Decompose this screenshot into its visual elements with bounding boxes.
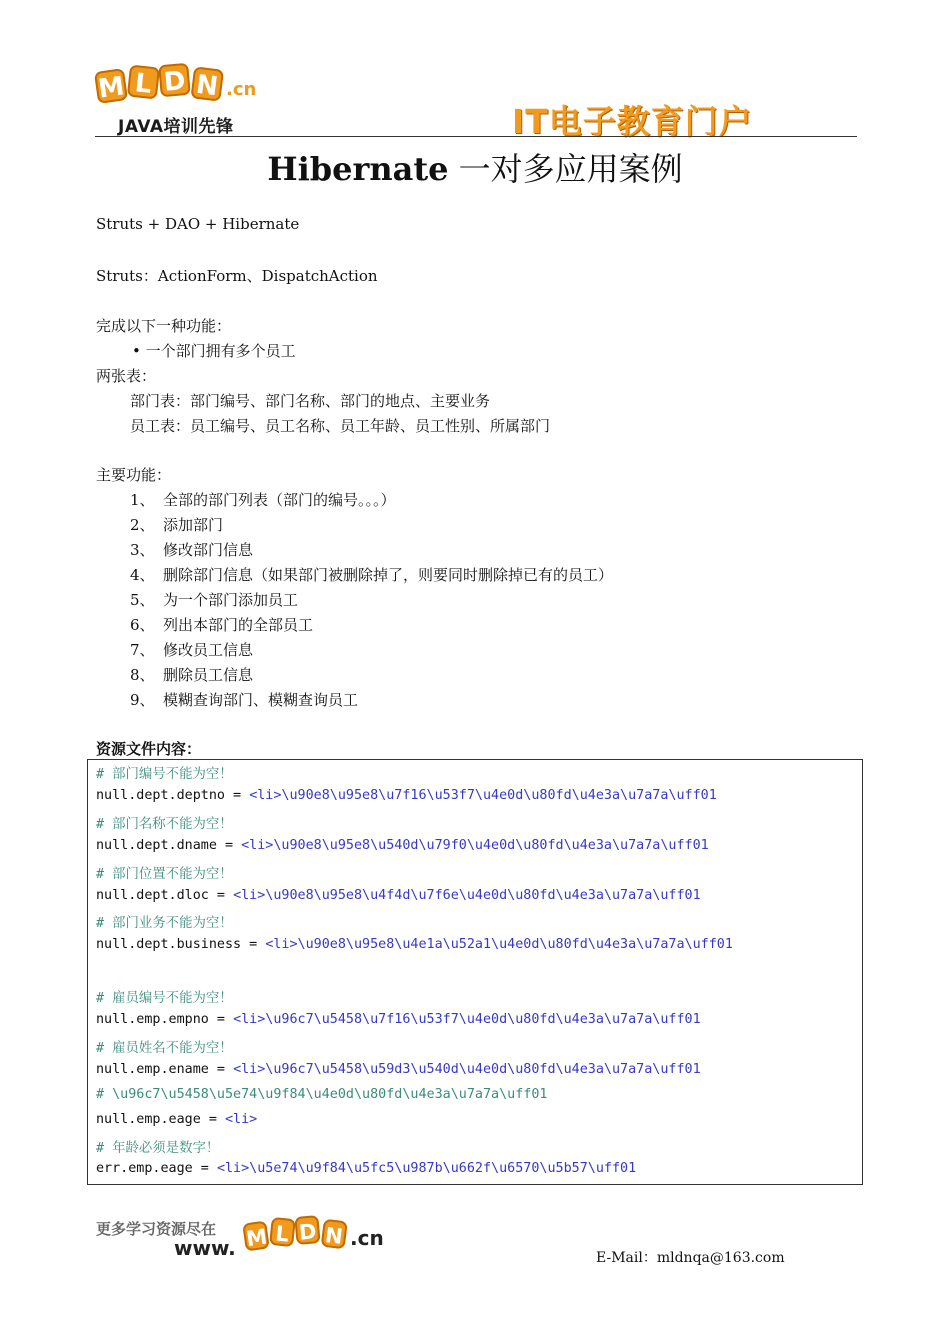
function-item	[130, 614, 313, 635]
code-comment: # 部门位置不能为空！	[96, 866, 233, 882]
property-value: <li>\u96c7\u5458\u7f16\u53f7\u4e0d\u80fd\u4e3a\u7a7a\uff01	[233, 1012, 701, 1027]
code-property	[96, 1161, 636, 1176]
property-key: null.dept.dname =	[96, 837, 242, 853]
property-value: <li>\u90e8\u95e8\u4f4d\u7f6e\u4e0d\u80fd\u4e3a\u7a7a\uff01	[233, 887, 701, 903]
resource-code-box	[87, 759, 863, 1185]
property-key: null.dept.business =	[96, 937, 266, 953]
property-key: err.emp.eage =	[96, 1161, 217, 1177]
title-english: Hibernate	[267, 150, 449, 188]
property-key: null.emp.eage =	[96, 1111, 225, 1127]
footer-logo-letter: N	[321, 1219, 348, 1250]
dept-table-line: 部门表：部门编号、部门名称、部门的地点、主要业务	[130, 392, 491, 410]
stack-line: Struts + DAO + Hibernate	[96, 215, 300, 233]
struts-line: Struts：ActionForm、DispatchAction	[96, 267, 378, 285]
logo-letter: D	[158, 63, 191, 97]
function-text: 修改部门信息	[163, 541, 254, 559]
function-item	[130, 539, 253, 560]
function-text: 模糊查询部门、模糊查询员工	[163, 691, 359, 709]
logo-letter: L	[127, 65, 160, 100]
code-property	[96, 1012, 701, 1027]
function-text: 全部的部门列表（部门的编号。。。）	[163, 491, 396, 509]
tables-heading: 两张表：	[96, 367, 157, 385]
goal-line: 完成以下一种功能：	[96, 317, 232, 335]
function-text: 删除部门信息（如果部门被删除掉了，则要同时删除掉已有的员工）	[163, 566, 614, 584]
code-comment: # 部门名称不能为空！	[96, 816, 233, 832]
it-portal-logo: IT电子教育门户	[512, 102, 753, 141]
function-number: 3、	[130, 541, 155, 559]
property-key: null.emp.empno =	[96, 1012, 234, 1027]
footer-logo-letter: L	[269, 1217, 296, 1247]
mldn-logo	[96, 66, 271, 140]
function-text: 列出本部门的全部员工	[163, 616, 314, 634]
page-title	[0, 144, 950, 190]
footer-www: www.	[174, 1236, 236, 1260]
contact-email: E-Mail：mldnqa@163.com	[596, 1250, 785, 1266]
function-item	[130, 639, 253, 660]
logo-slogan: JAVA培训先锋	[118, 117, 234, 137]
functions-heading: 主要功能：	[96, 466, 172, 484]
footer-mldn-wordmark	[244, 1219, 384, 1252]
property-value: <li>\u5e74\u9f84\u5fc5\u987b\u662f\u6570\u5b57\uff01	[216, 1161, 637, 1177]
code-comment: # 雇员姓名不能为空！	[96, 1040, 233, 1056]
mldn-wordmark	[96, 66, 257, 105]
title-chinese: 一对多应用案例	[448, 150, 683, 188]
code-property	[96, 838, 709, 853]
code-comment: # 雇员编号不能为空！	[96, 991, 233, 1007]
function-number: 4、	[130, 566, 155, 584]
function-text: 为一个部门添加员工	[163, 591, 299, 609]
code-property	[96, 937, 733, 952]
code-property	[96, 788, 717, 803]
code-property	[96, 1112, 257, 1127]
property-value: <li>\u90e8\u95e8\u7f16\u53f7\u4e0d\u80fd\u4e3a\u7a7a\uff01	[249, 787, 717, 803]
logo-letter: M	[94, 68, 128, 104]
footer-logo-letter: D	[294, 1215, 320, 1245]
logo-domain: .cn	[226, 79, 257, 100]
function-text: 添加部门	[163, 516, 224, 534]
code-property	[96, 1062, 701, 1077]
code-comment: # \u96c7\u5458\u5e74\u9f84\u4e0d\u80fd\u4e3a\u7a7a\uff01	[96, 1086, 548, 1102]
function-item	[130, 664, 253, 685]
function-number: 2、	[130, 516, 155, 534]
property-value: <li>\u90e8\u95e8\u4e1a\u52a1\u4e0d\u80fd\u4e3a\u7a7a\uff01	[265, 937, 733, 953]
function-item	[130, 514, 223, 535]
code-comment: # 部门编号不能为空！	[96, 767, 233, 782]
property-value: <li>\u90e8\u95e8\u540d\u79f0\u4e0d\u80fd\u4e3a\u7a7a\uff01	[241, 837, 709, 853]
function-number: 1、	[130, 491, 155, 509]
footer-domain: .cn	[350, 1226, 384, 1250]
function-number: 9、	[130, 691, 155, 709]
function-text: 修改员工信息	[163, 641, 254, 659]
code-comment: # 年龄必须是数字！	[96, 1140, 220, 1156]
function-text: 删除员工信息	[163, 666, 254, 684]
header-divider	[95, 136, 857, 137]
function-item	[130, 564, 613, 585]
property-value: <li>\u96c7\u5458\u59d3\u540d\u4e0d\u80fd\u4e3a\u7a7a\uff01	[233, 1061, 701, 1077]
logo-letter: N	[190, 66, 224, 101]
footer-slogan: 更多学习资源尽在	[96, 1220, 217, 1238]
property-key: null.dept.dloc =	[96, 887, 234, 903]
function-number: 7、	[130, 641, 155, 659]
function-number: 6、	[130, 616, 155, 634]
code-comment: # 部门业务不能为空！	[96, 916, 233, 932]
function-item	[130, 589, 298, 610]
code-property	[96, 888, 701, 903]
footer-logo-letter: M	[242, 1220, 270, 1251]
property-key: null.emp.ename =	[96, 1061, 234, 1077]
function-item	[130, 489, 396, 510]
bullet-item: • 一个部门拥有多个员工	[132, 342, 296, 360]
function-number: 5、	[130, 591, 155, 609]
property-key: null.dept.deptno =	[96, 787, 250, 803]
property-value: <li>	[225, 1111, 258, 1127]
emp-table-line: 员工表：员工编号、员工名称、员工年龄、员工性别、所属部门	[130, 417, 551, 435]
function-number: 8、	[130, 666, 155, 684]
function-item	[130, 689, 358, 710]
footer-logo	[96, 1218, 396, 1263]
resource-heading: 资源文件内容：	[96, 740, 202, 758]
